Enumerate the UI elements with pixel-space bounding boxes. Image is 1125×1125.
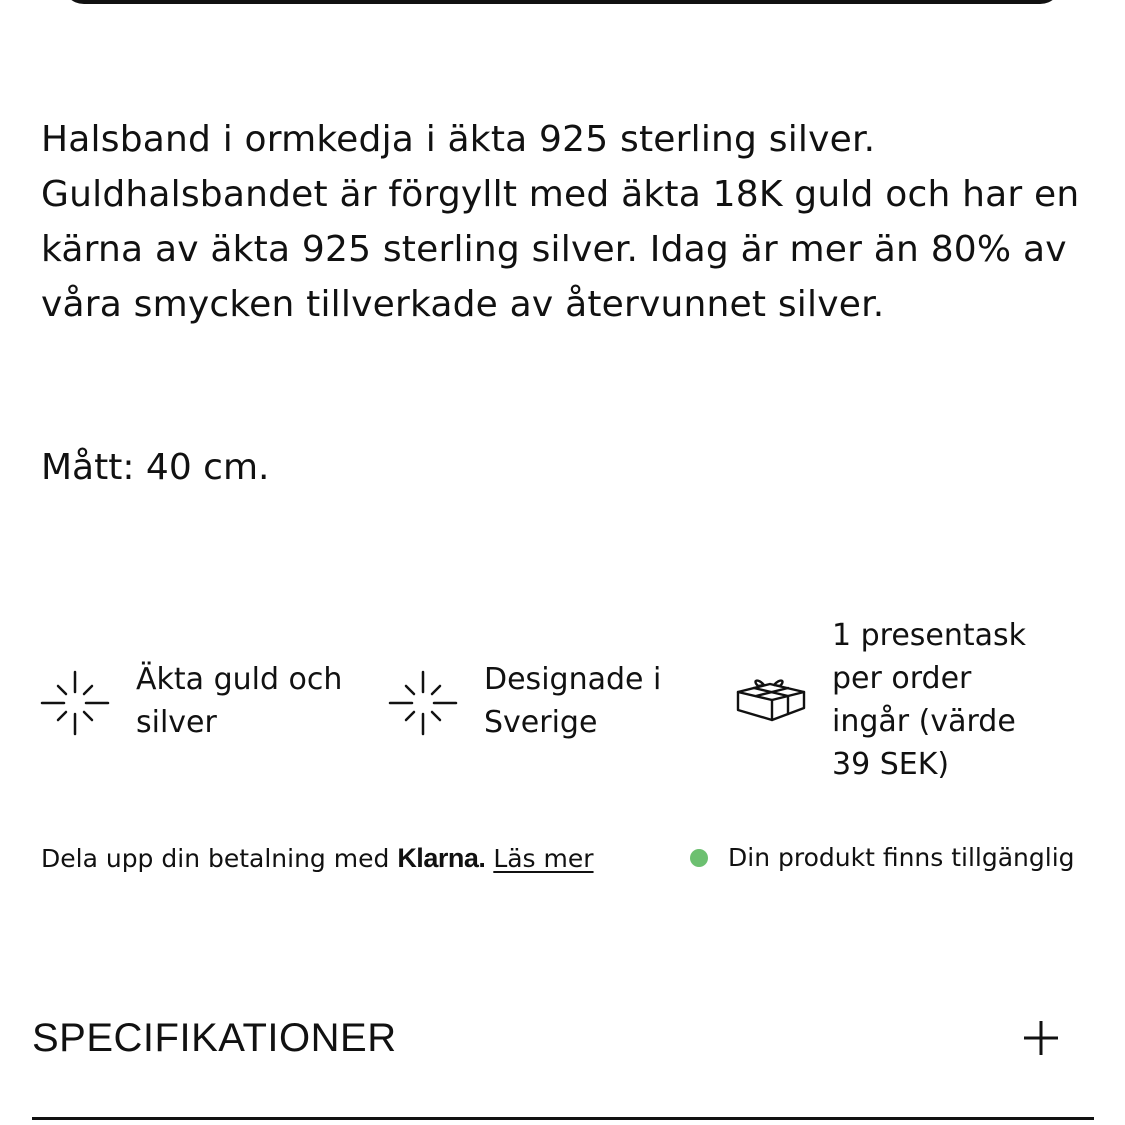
payment-text: Dela upp din betalning med xyxy=(41,844,390,873)
klarna-logo: Klarna. xyxy=(397,843,486,873)
usp-text-gift-box: 1 presentask per order ingår (värde 39 SEK) xyxy=(832,618,1027,782)
add-to-cart-button-edge[interactable] xyxy=(62,0,1062,4)
availability-text: Din produkt finns tillgänglig xyxy=(728,843,1075,872)
product-measurements: Mått: 40 cm. xyxy=(41,447,270,488)
sparkle-icon xyxy=(388,668,458,738)
usp-text-design: Designade i Sverige xyxy=(484,662,662,740)
sparkle-icon xyxy=(40,668,110,738)
payment-info xyxy=(41,838,594,879)
usp-text-material: Äkta guld och silver xyxy=(136,662,343,740)
specifications-title: SPECIFIKATIONER xyxy=(32,1016,397,1060)
product-description: Halsband i ormkedja i äkta 925 sterling silver. Guldhalsbandet är förgyllt med äkta 18K guld och har en kärna av äkta 925 sterling silver. Idag är mer än 80% av våra smycken tillverkade av återvunnet silver. xyxy=(41,119,1080,325)
availability-status xyxy=(690,838,1075,878)
gift-box-icon xyxy=(734,676,808,726)
availability-dot-icon xyxy=(690,849,708,867)
read-more-link[interactable]: Läs mer xyxy=(493,844,594,873)
plus-icon[interactable] xyxy=(1022,1019,1060,1057)
specifications-accordion[interactable] xyxy=(32,1005,1094,1120)
